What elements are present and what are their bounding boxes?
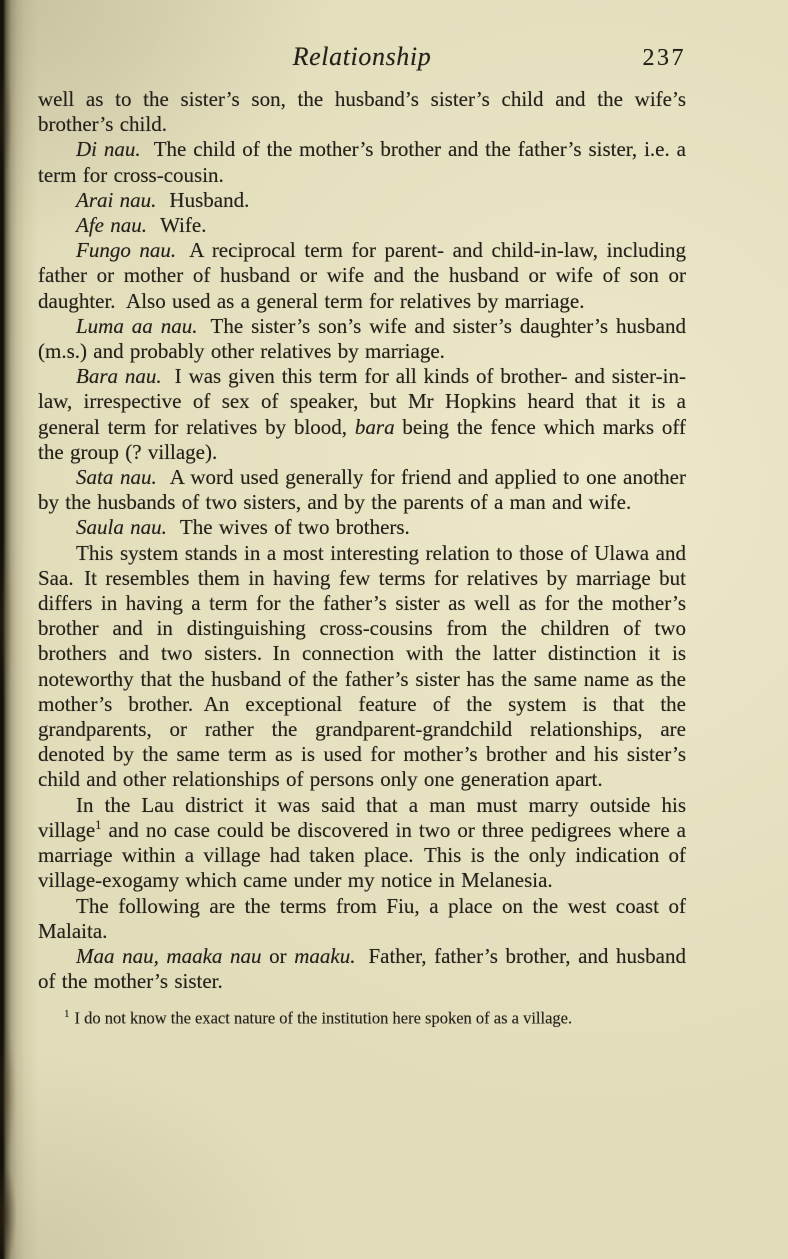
paragraph [38,87,686,137]
footnote-text: I do not know the exact nature of the institution here spoken of as a village. [74,1008,573,1028]
paragraph [38,137,686,187]
text-segment: Sata nau. [76,465,157,490]
paragraph [38,188,686,213]
text-segment: well as to the sister’s son, the husband’s sister’s child and the wife’s brother’s child. [38,87,686,137]
text-segment: being the fence which marks off the group (? village). [38,414,686,464]
text-segment: This system stands in a most interesting relation to those of Ulawa and Saa. It resembles them in having few terms for relatives by marriage but differs in having a term for the father’s sister as well as for the mother’s brother and in distinguishing cross-cousins from the children of two brothers and two sisters. In connection with the latter distinction it is noteworthy that the husband of the father’s sister has the same name as the mother’s brother. An exceptional feature of the system is that the grandparents, or rather the grandparent-grandchild relationships, are denoted by the same term as is used for mother’s brother and his sister’s child and other relationships of persons only one generation apart. [38,540,686,792]
text-segment: Father, father’s brother, and husband of the mother’s sister. [38,943,687,994]
text-segment: In the Lau district it was said that a man must marry outside his village [38,792,686,842]
text-segment: Fungo nau. [76,238,177,263]
text-segment: Husband. [169,187,250,212]
text-segment: Di nau. [76,137,141,162]
text-segment: A word used generally for friend and applied to one another by the husbands of two sisters, and by the parents of a man and wife. [38,465,686,515]
page-body [38,87,686,994]
page-content [38,42,686,1029]
text-segment: Maa nau, maaka nau [76,943,262,968]
text-segment: and no case could be discovered in two or three pedigrees where a marriage within a village had taken place. This is the only indication of village-exogamy which came under my notice in Melanesia. [38,817,686,893]
text-segment: 1 [95,817,102,832]
text-segment: I was given this term for all kinds of brother- and sister-in-law, irrespective of sex of speaker, but Mr Hopkins heard that it is a general term for relatives by blood, [38,364,686,439]
running-header [38,42,686,72]
text-segment: The sister’s son’s wife and sister’s daughter’s husband (m.s.) and probably other relatives by marriage. [38,313,686,364]
text-segment: A reciprocal term for parent- and child-in-law, including father or mother of husband or wife and the husband or wife of son or daughter. Also used as a general term for relatives by marriage. [38,238,686,313]
paragraph [38,364,686,465]
text-segment: The child of the mother’s brother and the father’s sister, i.e. a term for cross-cousin. [38,137,686,187]
footnote-marker: 1 [64,1008,70,1021]
text-segment: or [261,943,295,968]
running-header-title: Relationship [292,42,432,71]
paragraph [38,213,686,238]
paragraph [38,894,686,944]
text-segment: The wives of two brothers. [179,515,410,540]
paragraph [38,793,686,894]
text-segment: Saula nau. [76,515,167,540]
paragraph [38,944,686,994]
text-segment: Wife. [160,213,207,238]
page-number: 237 [642,45,686,71]
text-segment: Bara nau. [76,364,162,389]
paragraph [38,314,686,364]
text-segment: The following are the terms from Fiu, a place on the west coast of Malaita. [38,893,686,943]
text-segment: maaku. [294,943,356,968]
footnote [64,1004,686,1029]
paragraph [38,465,686,515]
page-binding-shadow [0,0,38,1259]
paragraph [38,515,686,540]
paragraph [38,541,686,793]
text-segment: Luma aa nau. [76,313,198,338]
text-segment: bara [354,414,395,439]
text-segment: Arai nau. [76,187,157,212]
paragraph [38,238,686,314]
text-segment: Afe nau. [76,213,148,238]
